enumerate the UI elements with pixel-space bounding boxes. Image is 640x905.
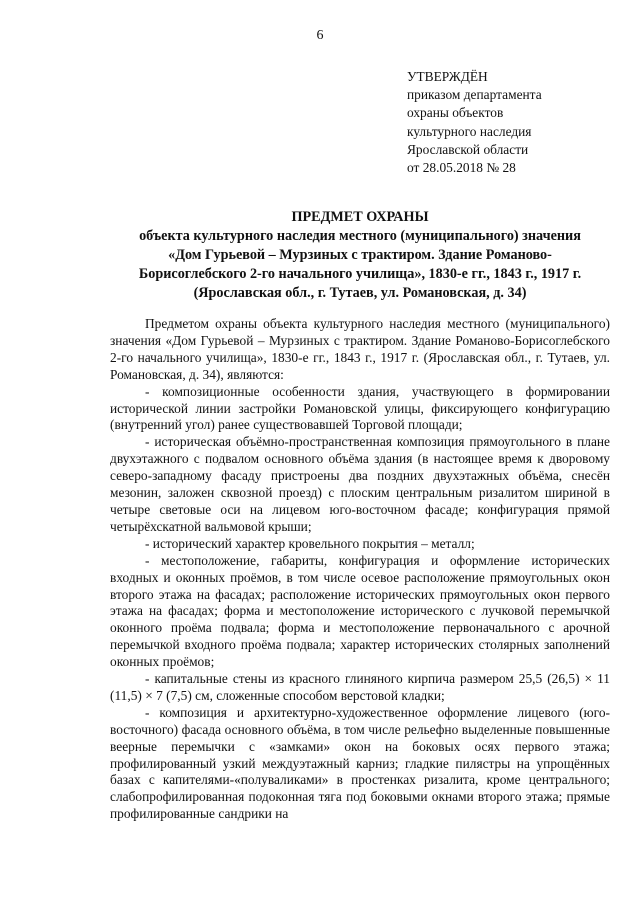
list-item: - композиция и архитектурно-художественное оформление лицевого (юго-восточного) фасада основного объёма, в том числе рельефно выделенные повышенные веерные перемычки с «замками» окон на боковых осях первого этажа; профилированный узкий междуэтажный карниз; гладкие пилястры на упрощённых базах с капителями-«полуваликами» в простенках ризалита, кроме центрального; слабопрофилированная подоконная тяга под боковыми окнами второго этажа; прямые профилированные сандрики на bbox=[110, 704, 610, 822]
list-item: - композиционные особенности здания, участвующего в формировании исторической линии застройки Романовской улицы, фиксирующего конфигурацию (внутренний угол) ранее существовавшей Торговой площади; bbox=[110, 383, 610, 433]
approval-line: культурного наследия bbox=[407, 123, 532, 139]
page-number: 6 bbox=[316, 28, 324, 43]
intro-paragraph: Предметом охраны объекта культурного наследия местного (муниципального) значения «Дом Гурьевой – Мурзиных с трактиром. Здание Романово-Борисоглебского 2-го начального училища», 1830-е гг., 1843 г., 1917 г. (Ярославская обл., г. Тутаев, ул. Романовская, д. 34), являются: bbox=[110, 316, 610, 382]
list-item: - исторический характер кровельного покрытия – металл; bbox=[145, 535, 475, 551]
approval-date: от 28.05.2018 № 28 bbox=[407, 160, 516, 176]
title-line: (Ярославская обл., г. Тутаев, ул. Романовская, д. 34) bbox=[193, 285, 527, 301]
title-line: объекта культурного наследия местного (муниципального) значения bbox=[139, 228, 581, 244]
list-item: - историческая объёмно-пространственная композиция прямоугольного в плане двухэтажного с подвалом основного объёма здания (в настоящее время к дворовому северо-западному фасаду пристроены два поздних двухэтажных объёма, снесён мезонин, заложен сквозной проезд) с плоским центральным ризалитом шириной в четыре световые оси на лицевом юго-восточном фасаде; конфигурация прямой четырёхскатной вальмовой крыши; bbox=[110, 434, 610, 534]
approval-stamp bbox=[407, 68, 542, 177]
document-body bbox=[110, 316, 610, 823]
title-heading: ПРЕДМЕТ ОХРАНЫ bbox=[291, 209, 429, 225]
document-title bbox=[100, 208, 620, 303]
approval-line: Ярославской области bbox=[407, 141, 529, 157]
approval-line: охраны объектов bbox=[407, 105, 504, 121]
title-line: Борисоглебского 2-го начального училища», 1830-е гг., 1843 г., 1917 г. bbox=[138, 266, 582, 282]
title-line: «Дом Гурьевой – Мурзиных с трактиром. Здание Романово- bbox=[168, 247, 552, 263]
approval-title: УТВЕРЖДЁН bbox=[407, 69, 488, 84]
approval-line: приказом департамента bbox=[407, 87, 542, 103]
list-item: - капитальные стены из красного глиняного кирпича размером 25,5 (26,5) × 11 (11,5) × 7 (7,5) см, сложенные способом верстовой кладки; bbox=[110, 671, 610, 703]
list-item: - местоположение, габариты, конфигурация и оформление исторических входных и оконных проёмов, в том числе осевое расположение прямоугольных окон второго этажа на фасадах; расположение исторических прямоугольных окон первого этажа на фасадах; форма и местоположение исторического с лучковой перемычкой оконного проёма подвала; форма и местоположение первоначального с арочной перемычкой входного проёма подвала; характер исторических столярных заполнений оконных проёмов; bbox=[110, 552, 610, 670]
